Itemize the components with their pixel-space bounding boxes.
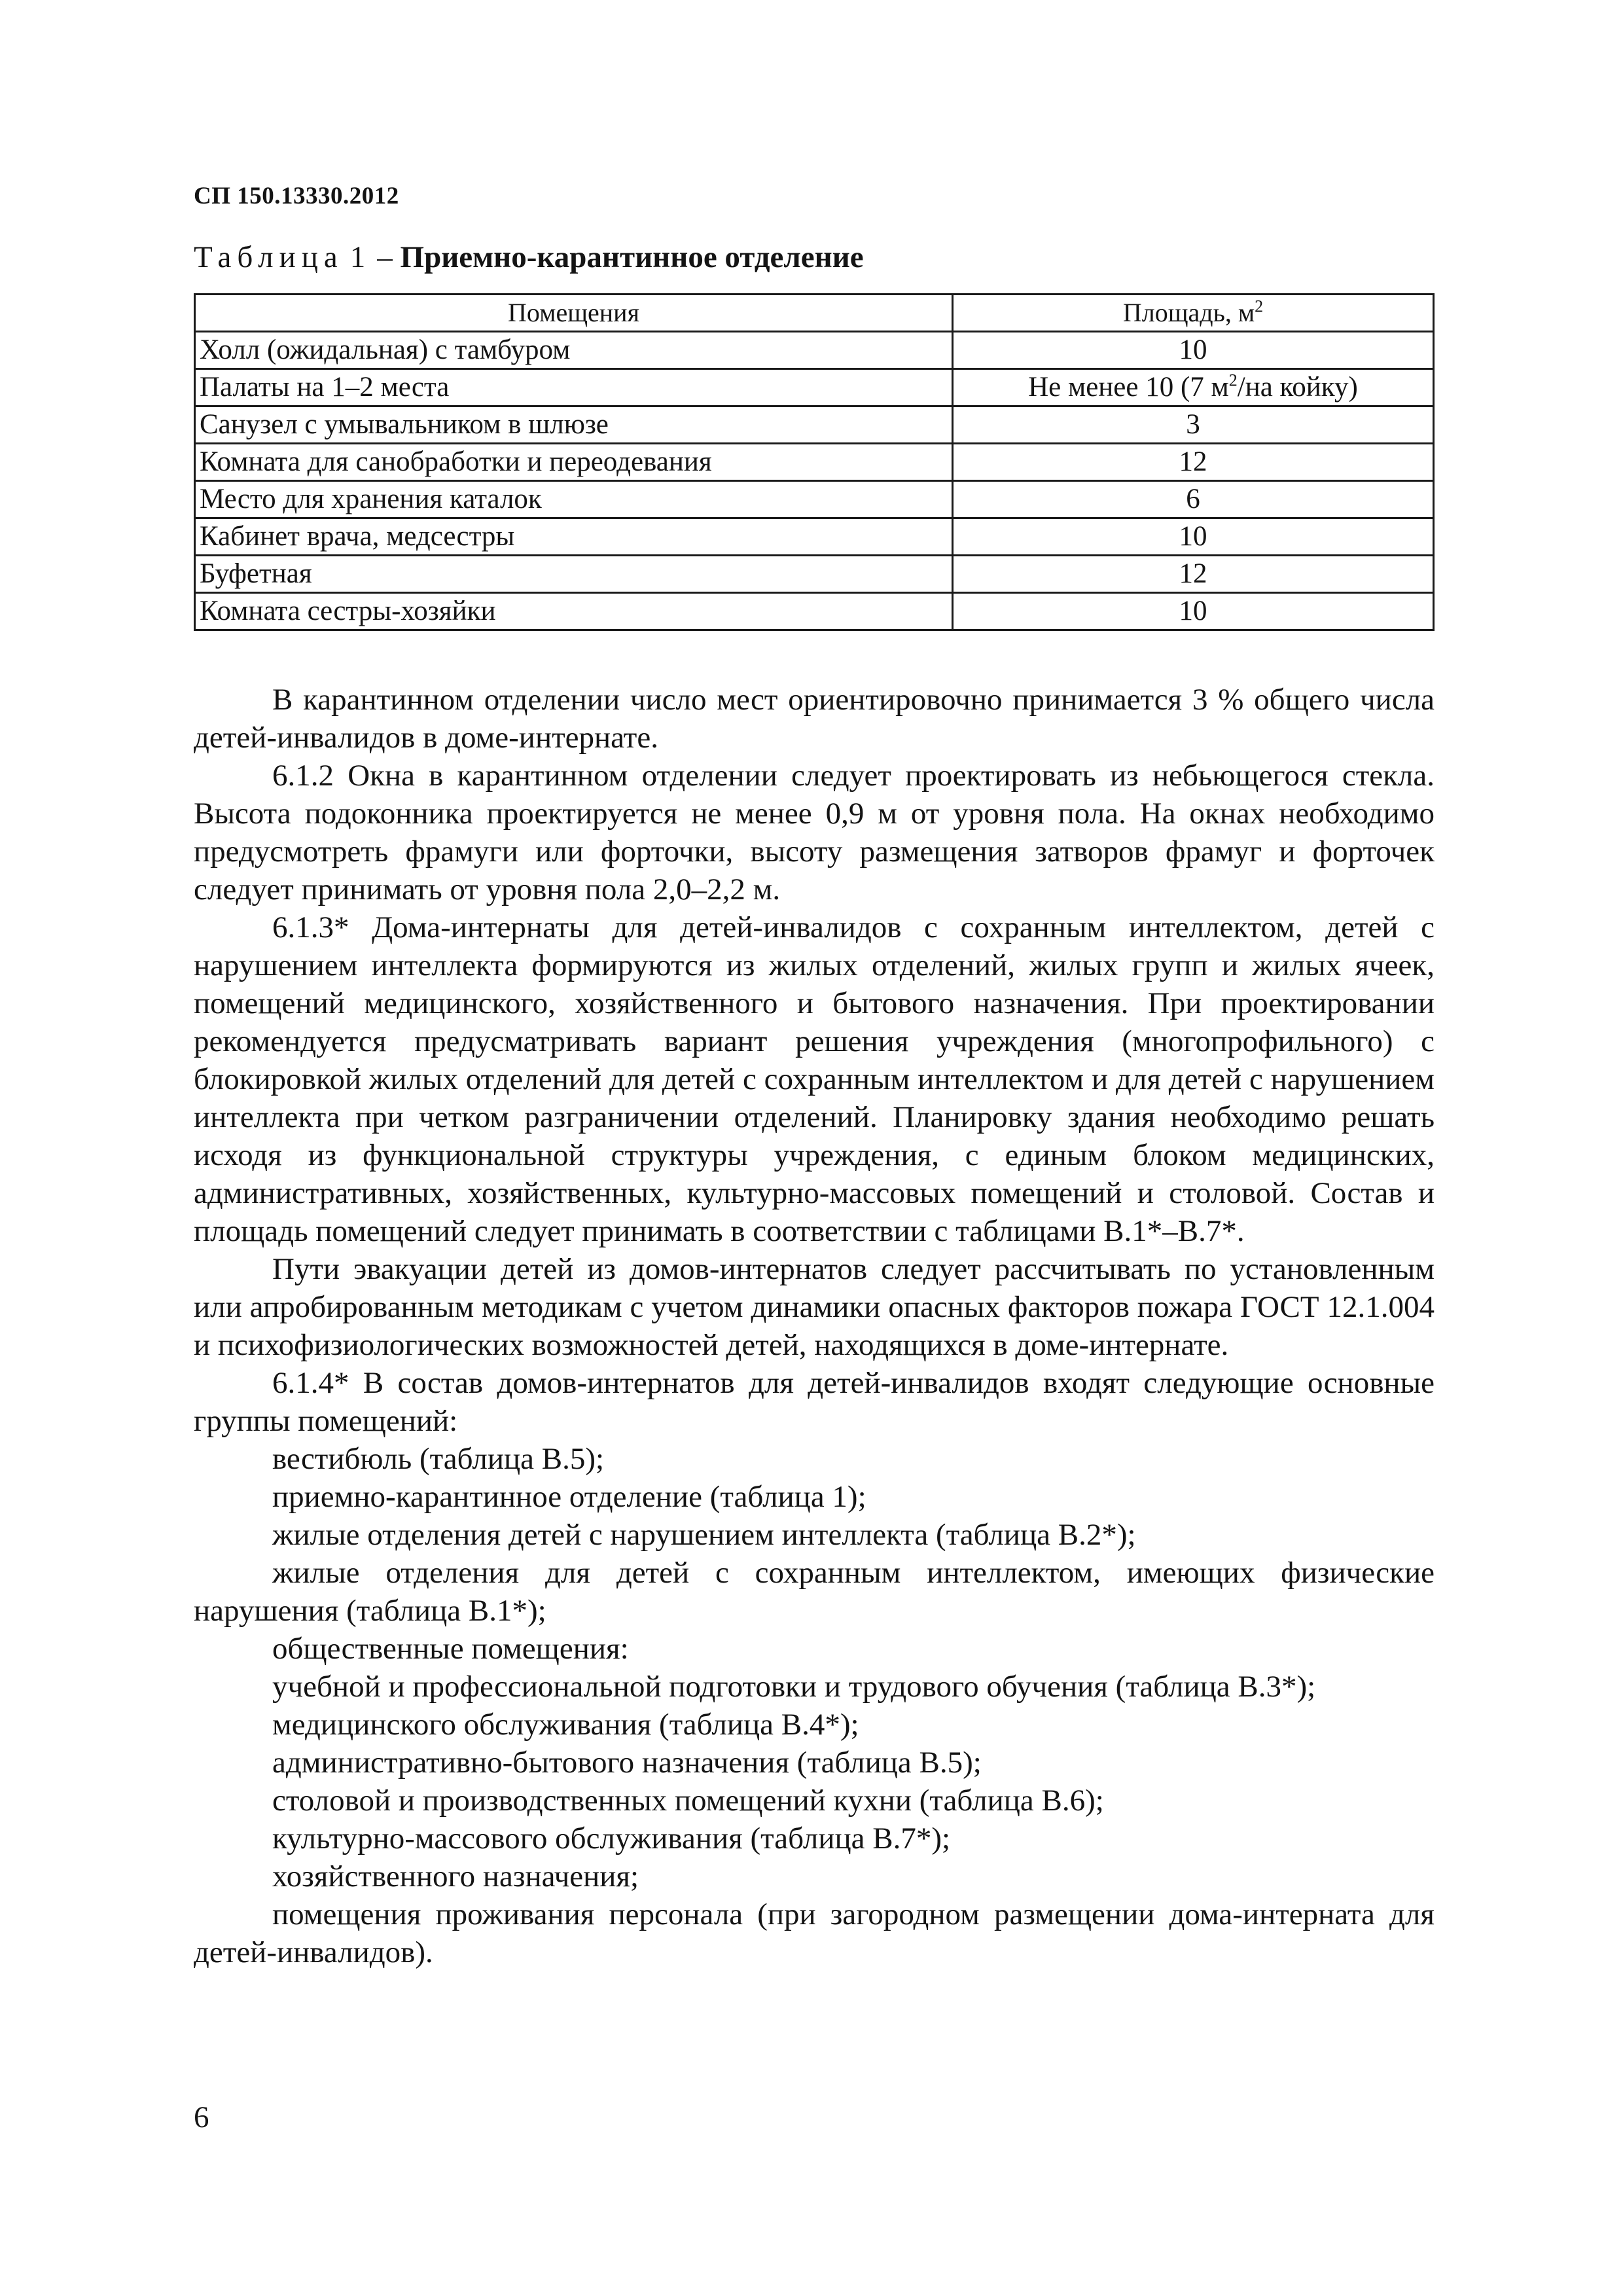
room-name: Санузел с умывальником в шлюзе <box>195 406 953 444</box>
room-name: Холл (ожидальная) с тамбуром <box>195 332 953 369</box>
list-item: вестибюль (таблица В.5); <box>272 1442 605 1476</box>
room-area-sup: 2 <box>1228 370 1238 390</box>
list-item: столовой и производственных помещений кухни (таблица В.6); <box>272 1784 1104 1818</box>
room-area: 10 <box>953 593 1434 630</box>
document-code: СП 150.13330.2012 <box>194 183 399 209</box>
list-item: культурно-массового обслуживания (таблица В.7*); <box>272 1821 951 1856</box>
column-header-rooms: Помещения <box>195 295 953 332</box>
paragraph-6-1-2: 6.1.2 Окна в карантинном отделении следует проектировать из небьющегося стекла. Высота подоконника проектируется не менее 0,9 м от уровня пола. На окнах необходимо предусмотреть фрамуги или форточки, высоту размещения затворов фрамуг и форточек следует принимать от уровня пола 2,0–2,2 м. <box>194 759 1435 906</box>
table-row <box>195 481 1434 518</box>
list-item: учебной и профессиональной подготовки и трудового обучения (таблица В.3*); <box>272 1670 1316 1704</box>
room-name: Буфетная <box>195 556 953 593</box>
table-caption-word: Таблица <box>194 240 344 274</box>
room-area <box>953 369 1434 406</box>
paragraph-6-1-4: 6.1.4* В состав домов-интернатов для детей-инвалидов входят следующие основные группы помещений: <box>194 1366 1435 1438</box>
table-header-row <box>195 295 1434 332</box>
body-text <box>194 681 1435 1971</box>
room-name: Комната сестры-хозяйки <box>195 593 953 630</box>
room-area-pre: Не менее 10 (7 м <box>1028 372 1229 403</box>
room-area: 12 <box>953 444 1434 481</box>
column-header-area-sup: 2 <box>1255 296 1264 316</box>
table-row <box>195 518 1434 556</box>
table-caption-title: Приемно-карантинное отделение <box>400 240 864 274</box>
room-name: Кабинет врача, медсестры <box>195 518 953 556</box>
list-item: жилые отделения детей с нарушением интеллекта (таблица В.2*); <box>272 1518 1136 1552</box>
paragraph-quarantine-places: В карантинном отделении число мест ориентировочно принимается 3 % общего числа детей-инвалидов в доме-интернате. <box>194 683 1435 755</box>
room-name: Место для хранения каталок <box>195 481 953 518</box>
column-header-area-text: Площадь, м <box>1122 298 1255 327</box>
room-name: Палаты на 1–2 места <box>195 369 953 406</box>
list-item: хозяйственного назначения; <box>272 1859 639 1893</box>
list-item: медицинского обслуживания (таблица В.4*); <box>272 1708 859 1742</box>
room-name: Комната для санобработки и переодевания <box>195 444 953 481</box>
paragraph-evacuation: Пути эвакуации детей из домов-интернатов следует рассчитывать по установленным или апробированным методикам с учетом динамики опасных факторов пожара ГОСТ 12.1.004 и психофизиологических возможностей детей, находящихся в доме-интернате. <box>194 1252 1435 1362</box>
room-area: 10 <box>953 332 1434 369</box>
table-caption-dash: – <box>377 240 393 274</box>
room-area-post: /на койку) <box>1237 372 1358 403</box>
table-row <box>195 332 1434 369</box>
list-item: приемно-карантинное отделение (таблица 1); <box>272 1480 866 1514</box>
paragraph-6-1-3: 6.1.3* Дома-интернаты для детей-инвалидов с сохранным интеллектом, детей с нарушением интеллекта формируются из жилых отделений, жилых групп и жилых ячеек, помещений медицинского, хозяйственного и бытового назначения. При проектировании рекомендуется предусматривать вариант решения учреждения (многопрофильного) с блокировкой жилых отделений для детей с сохранным интеллектом и для детей с нарушением интеллекта при четком разграничении отделений. Планировку здания необходимо решать исходя из функциональной структуры учреждения, с единым блоком медицинских, административных, хозяйственных, культурно-массовых помещений и столовой. Состав и площадь помещений следует принимать в соответствии с таблицами В.1*–В.7*. <box>194 910 1435 1248</box>
table-row <box>195 593 1434 630</box>
room-area: 3 <box>953 406 1434 444</box>
table-row <box>195 406 1434 444</box>
room-area: 10 <box>953 518 1434 556</box>
table-row <box>195 556 1434 593</box>
list-item: жилые отделения для детей с сохранным интеллектом, имеющих физические нарушения (таблица В.1*); <box>194 1556 1435 1628</box>
rooms-table <box>194 293 1435 631</box>
table-row <box>195 444 1434 481</box>
table-row <box>195 369 1434 406</box>
list-item: общественные помещения: <box>272 1632 629 1666</box>
table-caption <box>194 240 864 275</box>
page-number: 6 <box>194 2100 209 2134</box>
table-caption-number: 1 <box>349 240 366 274</box>
room-area: 6 <box>953 481 1434 518</box>
list-item: административно-бытового назначения (таблица В.5); <box>272 1746 982 1780</box>
column-header-area <box>953 295 1434 332</box>
room-area: 12 <box>953 556 1434 593</box>
list-item: помещения проживания персонала (при загородном размещении дома-интерната для детей-инвалидов). <box>194 1897 1435 1969</box>
